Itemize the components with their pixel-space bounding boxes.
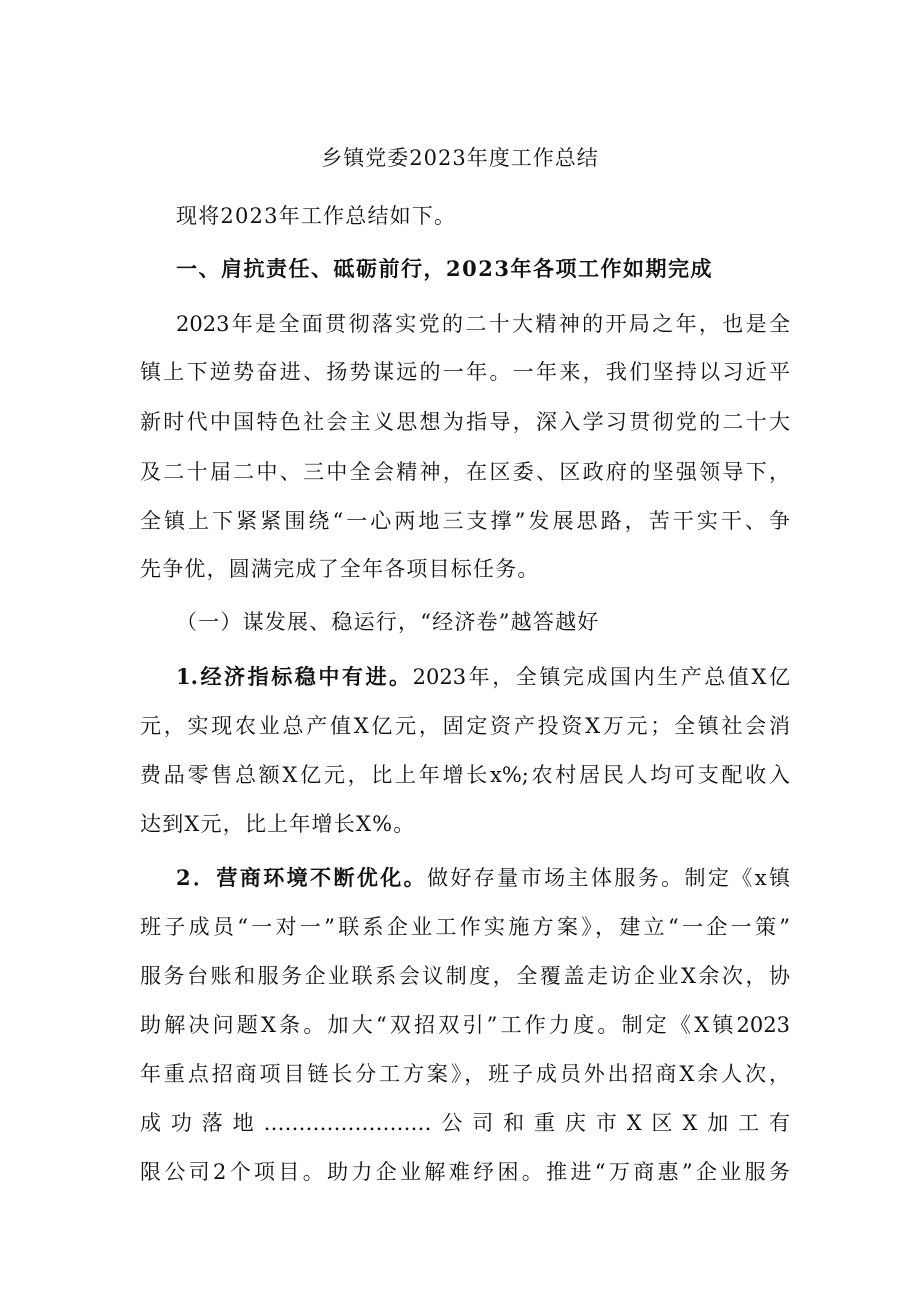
item-1-title: 1.经济指标稳中有进。 — [176, 664, 413, 689]
item-1-first-line — [176, 661, 790, 693]
paragraph-line: 及二十届二中、三中全会精神，在区委、区政府的坚强领导下， — [140, 460, 790, 484]
paragraph-line: 先争优，圆满完成了全年各项目标任务。 — [140, 557, 540, 581]
paragraph-line: 限公司2个项目。助力企业解难纾困。推进“万商惠”企业服务 — [140, 1160, 790, 1184]
item-2-first-line — [176, 862, 790, 894]
paragraph-line: 服务台账和服务企业联系会议制度，全覆盖走访企业X余次，协 — [140, 964, 790, 988]
paragraph-line: 班子成员“一对一”联系企业工作实施方案》，建立“一企一策” — [140, 915, 790, 939]
paragraph-line: 元，实现农业总产值X亿元，固定资产投资X万元；全镇社会消 — [140, 714, 790, 738]
paragraph-line: 新时代中国特色社会主义思想为指导，深入学习贯彻党的二十大 — [140, 410, 790, 434]
item-2-title: 2．营商环境不断优化。 — [176, 865, 428, 890]
paragraph-line: 全镇上下紧紧围绕“一心两地三支撑”发展思路，苦干实干、争 — [140, 509, 790, 533]
intro-paragraph: 现将2023年工作总结如下。 — [176, 204, 457, 228]
item-1-text: 2023年，全镇完成国内生产总值X亿 — [412, 665, 790, 689]
paragraph-line: 镇上下逆势奋进、扬势谋远的一年。一年来，我们坚持以习近平 — [140, 360, 790, 384]
paragraph-line: 助解决问题X条。加大“双招双引”工作力度。制定《X镇2023 — [140, 1013, 790, 1037]
subsection-heading-1: （一）谋发展、稳运行，“经济卷”越答越好 — [176, 610, 600, 634]
item-2-text: 做好存量市场主体服务。制定《x镇 — [427, 866, 790, 890]
paragraph-line: 年重点招商项目链长分工方案》，班子成员外出招商X余人次， — [140, 1062, 790, 1086]
paragraph-line: 达到X元，比上年增长X%。 — [140, 812, 416, 836]
paragraph-line: 2023年是全面贯彻落实党的二十大精神的开局之年，也是全 — [176, 312, 790, 336]
paragraph-line: 费品零售总额X亿元，比上年增长x%;农村居民人均可支配收入 — [140, 763, 790, 787]
section-heading-1: 一、肩抗责任、砥砺前行，2023年各项工作如期完成 — [176, 256, 713, 281]
paragraph-line: 成功落地……………………公司和重庆市X区X加工有 — [140, 1111, 790, 1135]
document-title: 乡镇党委2023年度工作总结 — [321, 146, 599, 170]
